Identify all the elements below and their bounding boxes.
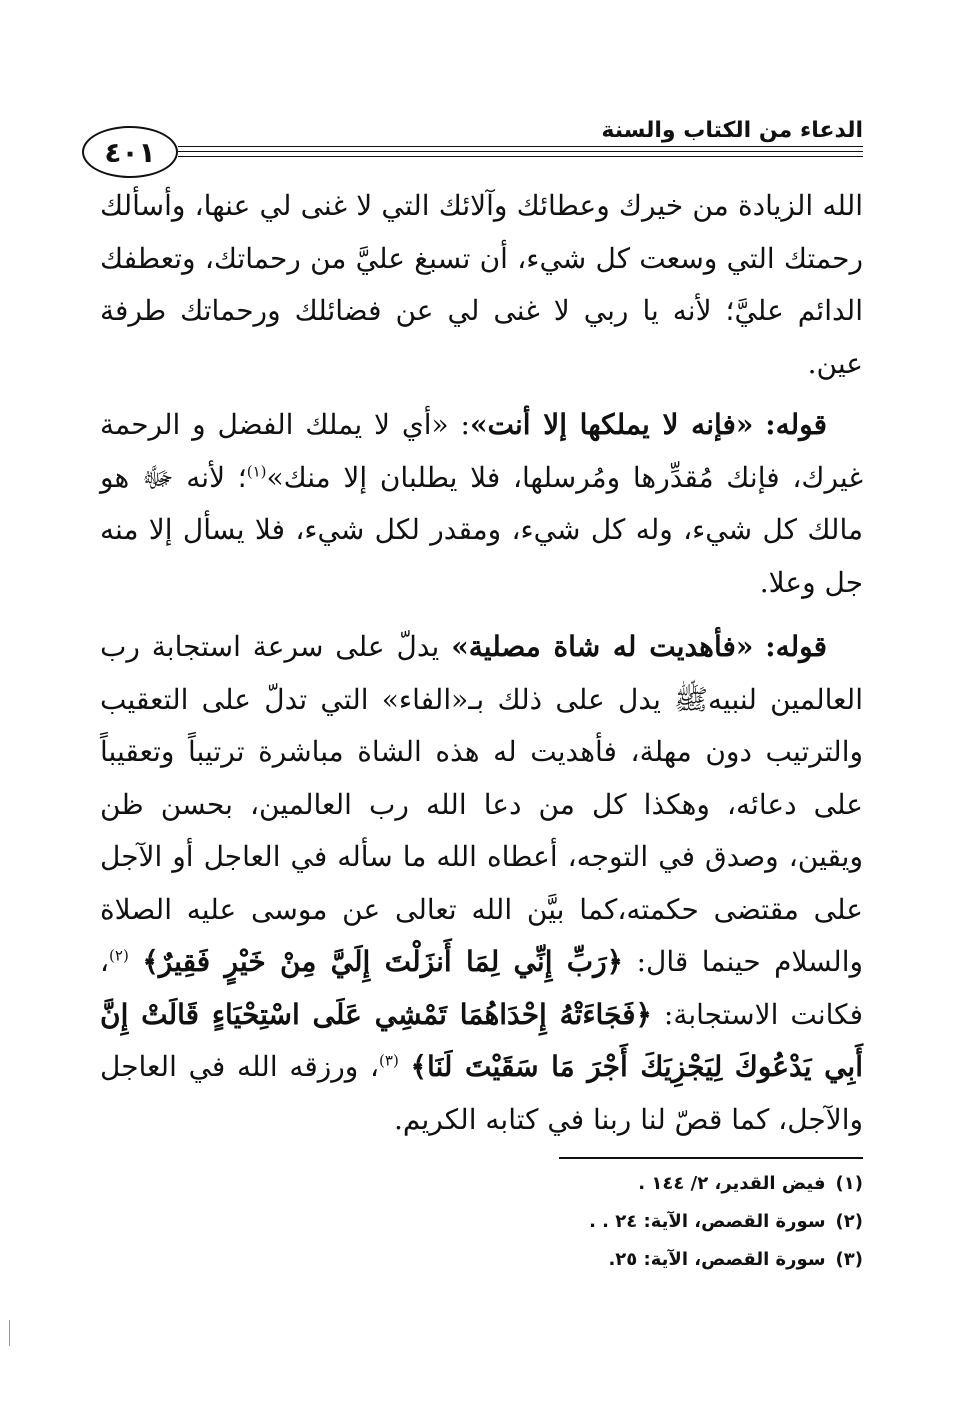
footnote-text: فيض القدير، ٢/ ١٤٤ . (638, 1173, 826, 1194)
header-rule (178, 151, 863, 152)
hadith-quote: «فأهديت له شاة مصلية» (451, 630, 754, 663)
footnote-separator (559, 1157, 863, 1159)
footnote-text: سورة القصص، الآية: ٢٤ . . (589, 1211, 826, 1232)
paragraph-2-explanation: : «أي لا يملك الفضل و الرحمة غيرك، فإنك مُقدِّرها ومُرسلها، فلا يطلبان إلا منك» (100, 408, 863, 494)
paragraph-3 (100, 621, 863, 1146)
header-rule (178, 146, 863, 147)
paragraph-1-text: الله الزيادة من خيرك وعطائك وآلائك التي لا غنى لي عنها، وأسألك رحمتك التي وسعت كل شيء، أن تسبغ عليَّ من رحماتك، وتعطفك الدائم عليَّ؛ لأنه يا ربي لا غنى لي عن فضائلك ورحماتك طرفة عين. (100, 189, 863, 380)
paragraph-1 (100, 180, 863, 390)
footnote-number: (٣) (835, 1249, 863, 1270)
footnote-ref-1[interactable]: (١) (246, 462, 267, 481)
scan-margin-mark (9, 1320, 10, 1346)
footnote-ref-3[interactable]: (٣) (379, 1051, 399, 1070)
paragraph-2 (100, 399, 863, 609)
paragraph-2-rest: ؛ لأنه ﷻ هو مالك كل شيء، وله كل شيء، ومقدر لكل شيء، فلا يسأل إلا منه جل وعلا. (100, 460, 863, 599)
paragraph-3-text-3: ، ورزقه الله في العاجل والآجل، كما قصّ لنا ربنا في كتابه الكريم. (100, 1050, 863, 1136)
page-number-text: ٤٠١ (104, 135, 156, 169)
footnote-1 (300, 1165, 863, 1203)
qawluhu-label: قوله: (765, 630, 828, 663)
hadith-quote: «فإنه لا يملكها إلا أنت» (469, 408, 754, 441)
page-number (82, 126, 178, 178)
paragraph-3-text-1: يدلّ على سرعة استجابة رب العالمين لنبيهﷺ يدل على ذلك بـ«الفاء» التي تدلّ على التعقيب والترتيب دون مهلة، فأهديت له هذه الشاة مباشرة ترتيباً وتعقيباً على دعائه، وهكذا كل من دعا الله رب العالمين، بحسن ظن ويقين، وصدق في التوجه، أعطاه الله ما سأله في العاجل أو الآجل على مقتضى حكمته،كما بيَّن الله تعالى عن موسى عليه الصلاة والسلام حينما قال: (100, 630, 863, 978)
quran-verse-1: ﴿رَبِّ إِنِّي لِمَا أَنزَلْتَ إِلَيَّ مِنْ خَيْرٍ فَقِيرٌ﴾ (142, 945, 624, 978)
footnote-2 (300, 1203, 863, 1241)
quran-verse-2: ﴿فَجَاءَتْهُ إِحْدَاهُمَا تَمْشِي عَلَى اسْتِحْيَاءٍ قَالَتْ إِنَّ أَبِي يَدْعُوكَ لِيَجْزِيَكَ أَجْرَ مَا سَقَيْتَ لَنَا﴾ (100, 997, 863, 1083)
running-title: الدعاء من الكتاب والسنة (601, 118, 863, 143)
qawluhu-label: قوله: (765, 408, 828, 441)
footnote-number: (١) (835, 1173, 863, 1194)
footnote-ref-2[interactable]: (٢) (109, 946, 129, 965)
footnote-text: سورة القصص، الآية: ٢٥. (608, 1249, 826, 1270)
footnote-3 (300, 1241, 863, 1279)
footnote-number: (٢) (835, 1211, 863, 1232)
header-rule (178, 156, 863, 157)
footnotes (300, 1165, 863, 1279)
body-text (100, 180, 863, 1154)
paragraph-3-text-2: ، فكانت الاستجابة: (100, 945, 863, 1031)
